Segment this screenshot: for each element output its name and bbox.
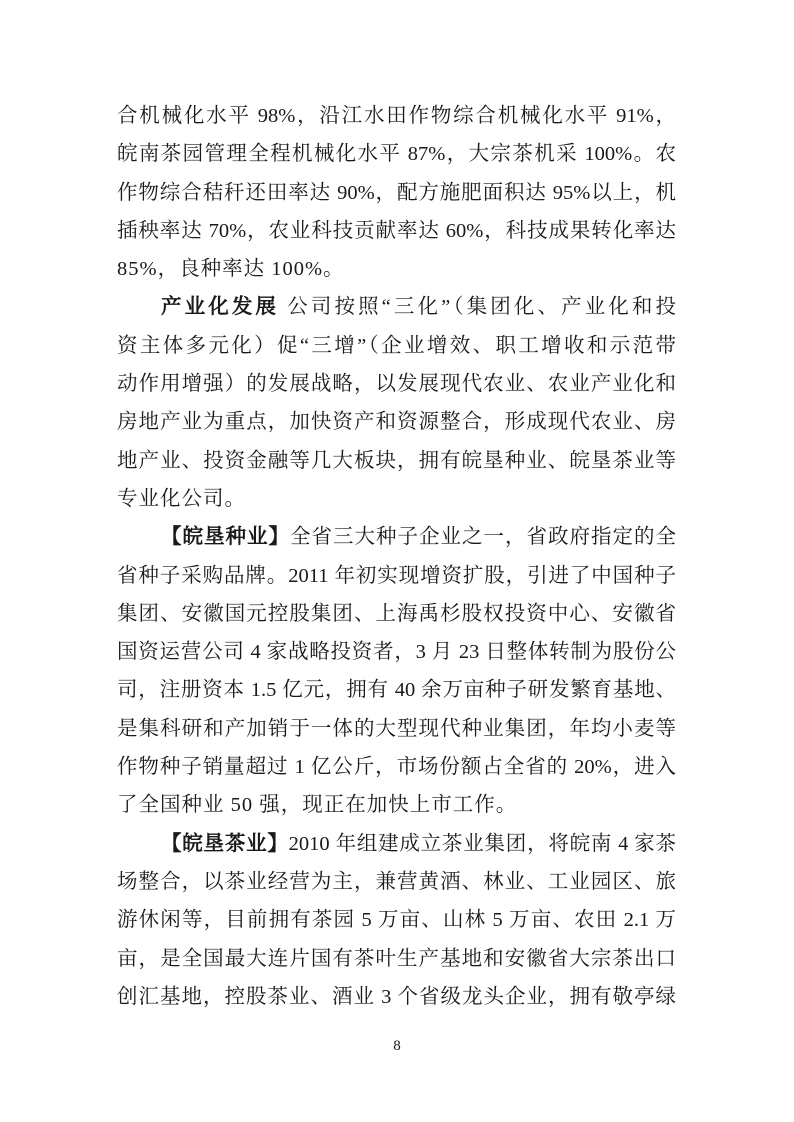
text-line: 85%，良种率达 100%。	[117, 258, 345, 281]
bold-run: 【皖垦种业】	[161, 526, 290, 549]
text-block	[117, 97, 676, 1016]
paragraph-wanken-seed-industry	[117, 518, 676, 824]
paragraph-industrialization-development	[117, 288, 676, 518]
text-line: 插秧率达 70%，农业科技贡献率达 60%，科技成果转化率达	[117, 219, 676, 242]
paragraph-mechanization-stats	[117, 97, 676, 288]
text-line: 作物综合秸秆还田率达 90%，配方施肥面积达 95%以上，机	[117, 181, 676, 204]
text-line: 地产业、投资金融等几大板块，拥有皖垦种业、皖垦茶业等	[117, 449, 676, 472]
text-line: 场整合，以茶业经营为主，兼营黄酒、林业、工业园区、旅	[117, 870, 676, 893]
text-line: 【皖垦种业】全省三大种子企业之一，省政府指定的全	[161, 526, 676, 549]
text-line: 游休闲等，目前拥有茶园 5 万亩、山林 5 万亩、农田 2.1 万	[117, 909, 676, 932]
text-line: 了全国种业 50 强，现正在加快上市工作。	[117, 794, 518, 817]
bold-run: 【皖垦茶业】	[161, 832, 289, 855]
bold-run: 产业化发展	[161, 296, 280, 319]
page-footer	[0, 1036, 794, 1056]
text-line: 作物种子销量超过 1 亿公斤，市场份额占全省的 20%，进入	[117, 756, 676, 779]
paragraph-wanken-tea-industry	[117, 825, 676, 1016]
text-line: 皖南茶园管理全程机械化水平 87%，大宗茶机采 100%。农	[117, 143, 676, 166]
text-line: 省种子采购品牌。2011 年初实现增资扩股，引进了中国种子	[117, 564, 676, 587]
text-line: 合机械化水平 98%，沿江水田作物综合机械化水平 91%，	[117, 105, 676, 127]
text-line: 【皖垦茶业】2010 年组建成立茶业集团，将皖南 4 家茶	[161, 832, 676, 855]
page-number: 8	[393, 1038, 401, 1054]
text-line: 专业化公司。	[117, 487, 246, 510]
text-line: 集团、安徽国元控股集团、上海禹杉股权投资中心、安徽省	[117, 602, 676, 625]
text-line: 资主体多元化）促“三增”（企业增效、职工增收和示范带	[117, 334, 676, 357]
text-line: 是集科研和产加销于一体的大型现代种业集团，年均小麦等	[117, 717, 676, 740]
text-line: 创汇基地，控股茶业、酒业 3 个省级龙头企业，拥有敬亭绿	[117, 985, 676, 1008]
text-line: 司，注册资本 1.5 亿元，拥有 40 余万亩种子研发繁育基地、	[117, 679, 676, 702]
text-line: 动作用增强）的发展战略，以发展现代农业、农业产业化和	[117, 373, 676, 396]
text-line: 产业化发展 公司按照“三化”（集团化、产业化和投	[161, 296, 676, 319]
text-line: 国资运营公司 4 家战略投资者，3 月 23 日整体转制为股份公	[117, 641, 676, 664]
text-line: 房地产业为重点，加快资产和资源整合，形成现代农业、房	[117, 411, 676, 434]
text-line: 亩，是全国最大连片国有茶叶生产基地和安徽省大宗茶出口	[117, 947, 676, 970]
